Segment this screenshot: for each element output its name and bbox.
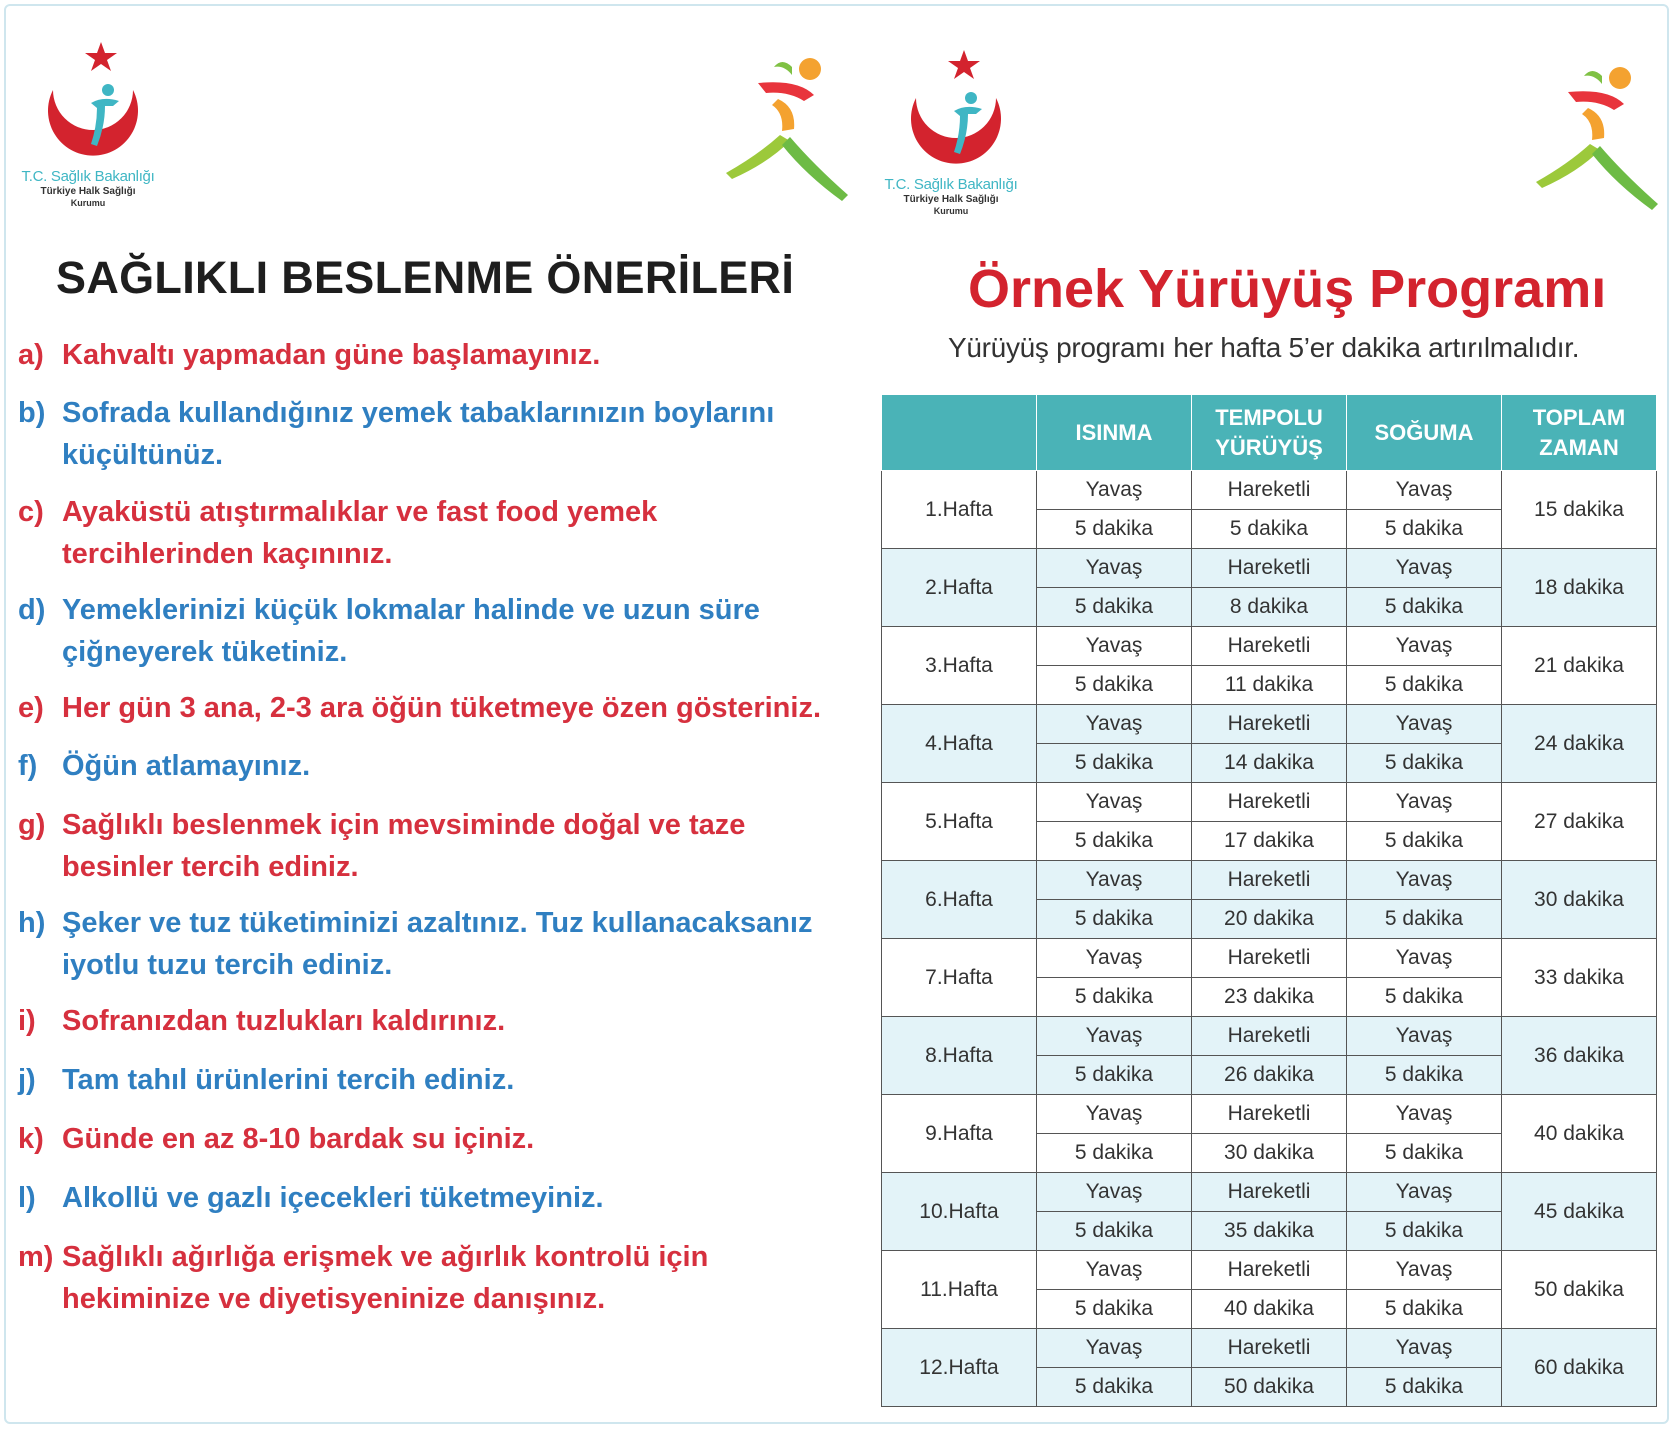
- walk-pace-cell: Hareketli: [1192, 549, 1347, 588]
- walk-pace-cell: Hareketli: [1192, 939, 1347, 978]
- advice-item-text: Yemeklerinizi küçük lokmalar halinde ve uzun süre çiğneyerek tüketiniz.: [62, 594, 760, 668]
- table-header-total-time-label: TOPLAM ZAMAN: [1532, 404, 1626, 460]
- total-time-cell: 18 dakika: [1502, 549, 1657, 627]
- table-row: [882, 783, 1657, 822]
- advice-item-letter: c): [18, 496, 44, 528]
- advice-item-text: Şeker ve tuz tüketiminizi azaltınız. Tuz kullanacaksanız iyotlu tuzu tercih ediniz.: [62, 907, 813, 981]
- week-cell: 6.Hafta: [882, 861, 1037, 939]
- advice-item-letter: e): [18, 692, 44, 724]
- walk-pace-cell: Hareketli: [1192, 1329, 1347, 1368]
- total-time-cell: 30 dakika: [1502, 861, 1657, 939]
- runner-logo-right-icon: [1528, 64, 1668, 214]
- week-cell: 4.Hafta: [882, 705, 1037, 783]
- cooldown-pace-cell: Yavaş: [1347, 627, 1502, 666]
- warmup-pace-cell: Yavaş: [1037, 627, 1192, 666]
- cooldown-duration-cell: 5 dakika: [1347, 1212, 1502, 1251]
- total-time-cell: 45 dakika: [1502, 1173, 1657, 1251]
- warmup-duration-cell: 5 dakika: [1037, 510, 1192, 549]
- advice-item-text: Her gün 3 ana, 2-3 ara öğün tüketmeye özen gösteriniz.: [62, 692, 822, 724]
- total-time-cell: 33 dakika: [1502, 939, 1657, 1017]
- warmup-pace-cell: Yavaş: [1037, 939, 1192, 978]
- warmup-duration-cell: 5 dakika: [1037, 900, 1192, 939]
- walk-pace-cell: Hareketli: [1192, 1017, 1347, 1056]
- total-time-cell: 50 dakika: [1502, 1251, 1657, 1329]
- cooldown-duration-cell: 5 dakika: [1347, 822, 1502, 861]
- advice-item-letter: a): [18, 339, 44, 371]
- walk-duration-cell: 11 dakika: [1192, 666, 1347, 705]
- warmup-pace-cell: Yavaş: [1037, 861, 1192, 900]
- cooldown-pace-cell: Yavaş: [1347, 1329, 1502, 1368]
- cooldown-duration-cell: 5 dakika: [1347, 1290, 1502, 1329]
- cooldown-pace-cell: Yavaş: [1347, 1017, 1502, 1056]
- walk-duration-cell: 14 dakika: [1192, 744, 1347, 783]
- cooldown-pace-cell: Yavaş: [1347, 549, 1502, 588]
- table-header-total-time: [1502, 395, 1657, 471]
- table-header-row: [882, 395, 1657, 471]
- cooldown-pace-cell: Yavaş: [1347, 471, 1502, 510]
- walk-duration-cell: 35 dakika: [1192, 1212, 1347, 1251]
- advice-item-letter: g): [18, 809, 46, 841]
- week-cell: 10.Hafta: [882, 1173, 1037, 1251]
- advice-item-text: Ayaküstü atıştırmalıklar ve fast food yemek tercihlerinden kaçınınız.: [62, 496, 658, 570]
- week-cell: 8.Hafta: [882, 1017, 1037, 1095]
- week-cell: 9.Hafta: [882, 1095, 1037, 1173]
- warmup-pace-cell: Yavaş: [1037, 471, 1192, 510]
- cooldown-duration-cell: 5 dakika: [1347, 978, 1502, 1017]
- table-row: [882, 1095, 1657, 1134]
- table-row: [882, 471, 1657, 510]
- warmup-duration-cell: 5 dakika: [1037, 1134, 1192, 1173]
- table-header-brisk-walk: [1192, 395, 1347, 471]
- logo-institution-name: Türkiye Halk Sağlığı: [903, 194, 999, 205]
- logo-institution-suffix: Kurumu: [70, 198, 106, 208]
- walk-pace-cell: Hareketli: [1192, 861, 1347, 900]
- total-time-cell: 24 dakika: [1502, 705, 1657, 783]
- walk-duration-cell: 17 dakika: [1192, 822, 1347, 861]
- advice-item-text: Tam tahıl ürünlerini tercih ediniz.: [62, 1064, 515, 1096]
- warmup-duration-cell: 5 dakika: [1037, 588, 1192, 627]
- advice-item-letter: f): [18, 750, 38, 782]
- walk-duration-cell: 5 dakika: [1192, 510, 1347, 549]
- table-row: [882, 1329, 1657, 1368]
- cooldown-duration-cell: 5 dakika: [1347, 588, 1502, 627]
- crescent-star-icon: [896, 46, 1006, 176]
- walking-program-subtitle: Yürüyüş programı her hafta 5’er dakika artırılmalıdır.: [948, 332, 1580, 363]
- cooldown-pace-cell: Yavaş: [1347, 783, 1502, 822]
- table-row: [882, 939, 1657, 978]
- crescent-star-icon: [33, 38, 143, 168]
- warmup-duration-cell: 5 dakika: [1037, 978, 1192, 1017]
- walk-duration-cell: 20 dakika: [1192, 900, 1347, 939]
- walk-duration-cell: 50 dakika: [1192, 1368, 1347, 1407]
- advice-item-text: Sofranızdan tuzlukları kaldırınız.: [62, 1005, 506, 1037]
- advice-item-letter: m): [18, 1241, 54, 1273]
- advice-item-letter: k): [18, 1123, 44, 1155]
- walk-duration-cell: 8 dakika: [1192, 588, 1347, 627]
- advice-item-text: Alkollü ve gazlı içecekleri tüketmeyiniz.: [62, 1182, 604, 1214]
- walk-pace-cell: Hareketli: [1192, 783, 1347, 822]
- warmup-pace-cell: Yavaş: [1037, 549, 1192, 588]
- cooldown-duration-cell: 5 dakika: [1347, 666, 1502, 705]
- week-cell: 7.Hafta: [882, 939, 1037, 1017]
- cooldown-pace-cell: Yavaş: [1347, 1251, 1502, 1290]
- warmup-duration-cell: 5 dakika: [1037, 822, 1192, 861]
- table-row: [882, 1017, 1657, 1056]
- table-row: [882, 705, 1657, 744]
- advice-item-text: Sağlıklı ağırlığa erişmek ve ağırlık kontrolü için hekiminize ve diyetisyeninize danışınız.: [62, 1241, 709, 1315]
- walk-pace-cell: Hareketli: [1192, 1095, 1347, 1134]
- cooldown-duration-cell: 5 dakika: [1347, 1056, 1502, 1095]
- warmup-pace-cell: Yavaş: [1037, 1173, 1192, 1212]
- table-row: [882, 549, 1657, 588]
- walk-duration-cell: 30 dakika: [1192, 1134, 1347, 1173]
- total-time-cell: 21 dakika: [1502, 627, 1657, 705]
- cooldown-duration-cell: 5 dakika: [1347, 1368, 1502, 1407]
- total-time-cell: 60 dakika: [1502, 1329, 1657, 1407]
- cooldown-duration-cell: 5 dakika: [1347, 510, 1502, 549]
- advice-item-text: Sağlıklı beslenmek için mevsiminde doğal ve taze besinler tercih ediniz.: [62, 809, 746, 883]
- walking-program-title: Örnek Yürüyüş Programı: [968, 259, 1607, 319]
- walk-pace-cell: Hareketli: [1192, 627, 1347, 666]
- week-cell: 2.Hafta: [882, 549, 1037, 627]
- nutrition-title: SAĞLIKLI BESLENME ÖNERİLERİ: [56, 252, 795, 303]
- table-row: [882, 861, 1657, 900]
- walking-program-table: [881, 394, 1657, 1407]
- week-cell: 12.Hafta: [882, 1329, 1037, 1407]
- logo-ministry-name: T.C. Sağlık Bakanlığı: [884, 176, 1018, 193]
- cooldown-pace-cell: Yavaş: [1347, 1173, 1502, 1212]
- warmup-duration-cell: 5 dakika: [1037, 744, 1192, 783]
- advice-item-letter: j): [18, 1064, 36, 1096]
- walk-pace-cell: Hareketli: [1192, 1251, 1347, 1290]
- advice-item-text: Öğün atlamayınız.: [62, 750, 311, 782]
- logo-ministry-name: T.C. Sağlık Bakanlığı: [21, 168, 155, 185]
- ministry-logo-right: [876, 46, 1026, 217]
- table-row: [882, 1251, 1657, 1290]
- total-time-cell: 36 dakika: [1502, 1017, 1657, 1095]
- warmup-pace-cell: Yavaş: [1037, 1251, 1192, 1290]
- walk-duration-cell: 40 dakika: [1192, 1290, 1347, 1329]
- warmup-pace-cell: Yavaş: [1037, 1329, 1192, 1368]
- walk-pace-cell: Hareketli: [1192, 705, 1347, 744]
- walk-duration-cell: 26 dakika: [1192, 1056, 1347, 1095]
- warmup-duration-cell: 5 dakika: [1037, 666, 1192, 705]
- advice-item-text: Kahvaltı yapmadan güne başlamayınız.: [62, 339, 601, 371]
- week-cell: 5.Hafta: [882, 783, 1037, 861]
- warmup-duration-cell: 5 dakika: [1037, 1368, 1192, 1407]
- cooldown-duration-cell: 5 dakika: [1347, 744, 1502, 783]
- cooldown-pace-cell: Yavaş: [1347, 705, 1502, 744]
- cooldown-pace-cell: Yavaş: [1347, 1095, 1502, 1134]
- cooldown-pace-cell: Yavaş: [1347, 939, 1502, 978]
- advice-item-text: Sofrada kullandığınız yemek tabaklarınızın boylarını küçültünüz.: [62, 397, 775, 471]
- week-cell: 1.Hafta: [882, 471, 1037, 549]
- cooldown-duration-cell: 5 dakika: [1347, 900, 1502, 939]
- week-cell: 3.Hafta: [882, 627, 1037, 705]
- ministry-logo-left: [8, 38, 168, 209]
- cooldown-pace-cell: Yavaş: [1347, 861, 1502, 900]
- advice-item-letter: d): [18, 594, 46, 626]
- warmup-pace-cell: Yavaş: [1037, 1017, 1192, 1056]
- warmup-duration-cell: 5 dakika: [1037, 1212, 1192, 1251]
- table-row: [882, 1173, 1657, 1212]
- walk-duration-cell: 23 dakika: [1192, 978, 1347, 1017]
- advice-item-letter: l): [18, 1182, 36, 1214]
- warmup-pace-cell: Yavaş: [1037, 1095, 1192, 1134]
- total-time-cell: 27 dakika: [1502, 783, 1657, 861]
- warmup-pace-cell: Yavaş: [1037, 783, 1192, 822]
- table-header-brisk-walk-label: TEMPOLU YÜRÜYÜŞ: [1215, 404, 1323, 460]
- table-header-corner: [882, 395, 1037, 471]
- advice-item-text: Günde en az 8-10 bardak su içiniz.: [62, 1123, 535, 1155]
- walk-pace-cell: Hareketli: [1192, 1173, 1347, 1212]
- cooldown-duration-cell: 5 dakika: [1347, 1134, 1502, 1173]
- walk-pace-cell: Hareketli: [1192, 471, 1347, 510]
- table-body: [882, 471, 1657, 1407]
- table-header-warmup: ISINMA: [1037, 395, 1192, 471]
- total-time-cell: 40 dakika: [1502, 1095, 1657, 1173]
- week-cell: 11.Hafta: [882, 1251, 1037, 1329]
- warmup-pace-cell: Yavaş: [1037, 705, 1192, 744]
- logo-institution-name: Türkiye Halk Sağlığı: [40, 186, 136, 197]
- table-row: [882, 627, 1657, 666]
- advice-item-letter: b): [18, 397, 46, 429]
- warmup-duration-cell: 5 dakika: [1037, 1056, 1192, 1095]
- runner-logo-left-icon: [718, 55, 858, 205]
- warmup-duration-cell: 5 dakika: [1037, 1290, 1192, 1329]
- total-time-cell: 15 dakika: [1502, 471, 1657, 549]
- table-header-cooldown: SOĞUMA: [1347, 395, 1502, 471]
- advice-item-letter: i): [18, 1005, 36, 1037]
- logo-institution-suffix: Kurumu: [933, 206, 969, 216]
- advice-item-letter: h): [18, 907, 46, 939]
